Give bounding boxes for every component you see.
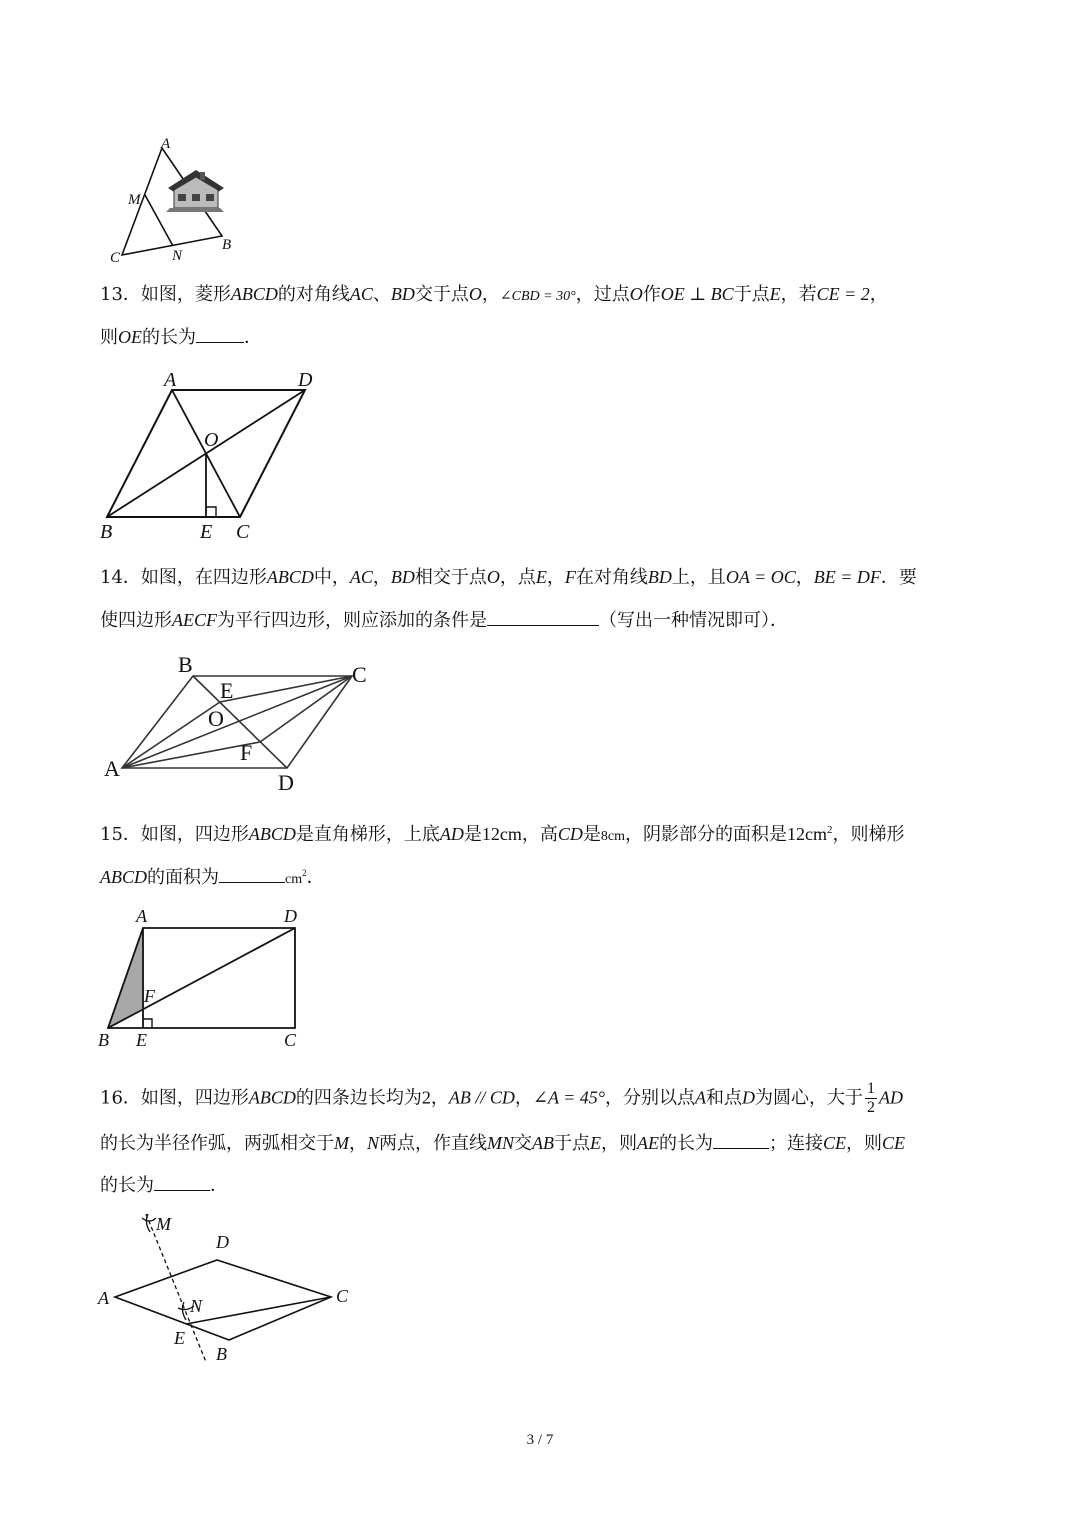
q16-number: 16． [100,1087,141,1109]
fig13-label-b: B [100,521,113,543]
fig13-label-o: O [204,429,219,451]
fig14-label-b: B [178,652,193,677]
fig13-label-d: D [298,369,313,391]
q16-line-2: 的长为半径作弧，两弧相交于M，N两点，作直线MN交AB于点E，则AE的长为 ；连接CE，则CE [100,1130,1000,1156]
fig13-label-c: C [236,521,250,543]
fig16-label-m: M [156,1214,171,1234]
fig12-label-n: N [172,248,183,264]
fig16-label-c: C [336,1286,349,1306]
figure-q14-quadrilateral [100,650,390,800]
q14-number: 14． [100,567,141,588]
q13-answer-blank[interactable] [196,324,244,343]
fig12-label-b: B [222,237,232,253]
fig13-label-a: A [164,369,177,391]
fig16-label-e: E [174,1328,185,1348]
q15-line-2: ABCD的面积为 $cm^2$． [100,861,1000,892]
house-icon [166,170,224,212]
fig16-rhombus-abcd [115,1260,331,1340]
figure-q16-rhombus [96,1210,366,1370]
fig16-arc-m-1 [142,1218,156,1221]
fig16-segment-ce [186,1297,331,1324]
q16-answer-blank-ce[interactable] [154,1172,210,1191]
fig16-arc-n-2 [182,1302,186,1320]
fig14-label-e: E [220,678,234,703]
q14-line-1: 14．如图，在四边形ABCD中，AC，BD相交于点O，点E，F在对角线BD上，且OA = OC，BE = DF．要 [100,567,917,588]
fig14-label-f: F [240,740,253,765]
q13-line-1: 13．如图，菱形ABCD的对角线AC、BD交于点O，∠CBD = 30°，过点O作OE ⊥ BC于点E，若CE = 2， [100,284,888,305]
fig14-label-c: C [352,662,367,687]
page-number: 3 / 7 [526,1432,554,1448]
q16-line-1: 16．如图，四边形ABCD的四条边长均为2，AB // CD，∠A = 45°，分别以点A和点D为圆心，大于 $\frac{1}{2}$ AD [100,1080,904,1116]
fig16-label-n: N [190,1296,203,1316]
fig14-label-o: O [208,706,224,731]
fig14-label-a: A [104,756,120,781]
fig14-label-d: D [278,770,294,795]
fig15-right-angle-mark [143,1019,152,1028]
fig12-label-c: C [110,250,121,266]
q16-line-3: 的长为 ． [100,1172,1000,1198]
fig12-label-m: M [128,192,141,208]
q14-line-2: 使四边形AECF为平行四边形，则应添加的条件是 （写出一种情况即可）． [100,607,1000,633]
q15-line-1: 15．如图，四边形ABCD是直角梯形，上底AD是12cm，高CD是8cm，阴影部分的面积是$12cm^2$，则梯形 [100,824,905,845]
fig15-label-f: F [144,986,155,1006]
q15-answer-blank[interactable] [219,864,285,883]
fig16-label-b: B [216,1344,227,1364]
fig15-label-a: A [136,906,147,926]
fig13-right-angle-mark [206,507,216,517]
fig13-label-e: E [200,521,213,543]
fig16-label-d: D [216,1232,229,1252]
fig14-segment-ec [220,676,352,702]
fig16-label-a: A [98,1288,109,1308]
figure-q12-triangle [100,130,240,270]
q16-answer-blank-ae[interactable] [713,1130,769,1149]
q13-line-2: 则OE的长为 ． [100,324,1000,350]
fig12-segment-mn [145,195,173,246]
figure-q13-rhombus [100,368,340,548]
fig15-label-c: C [284,1030,297,1050]
q15-number: 15． [100,824,141,845]
fig12-label-a: A [161,136,171,152]
q13-number: 13． [100,284,141,305]
fig15-label-b: B [98,1030,109,1050]
fig15-label-d: D [284,906,297,926]
q16-fraction: $\frac{1}{2}$ [867,1080,876,1116]
figure-q15-trapezoid [96,904,316,1054]
fig15-label-e: E [136,1030,147,1050]
q14-answer-blank[interactable] [487,607,599,626]
fig14-segment-fc [260,676,352,742]
